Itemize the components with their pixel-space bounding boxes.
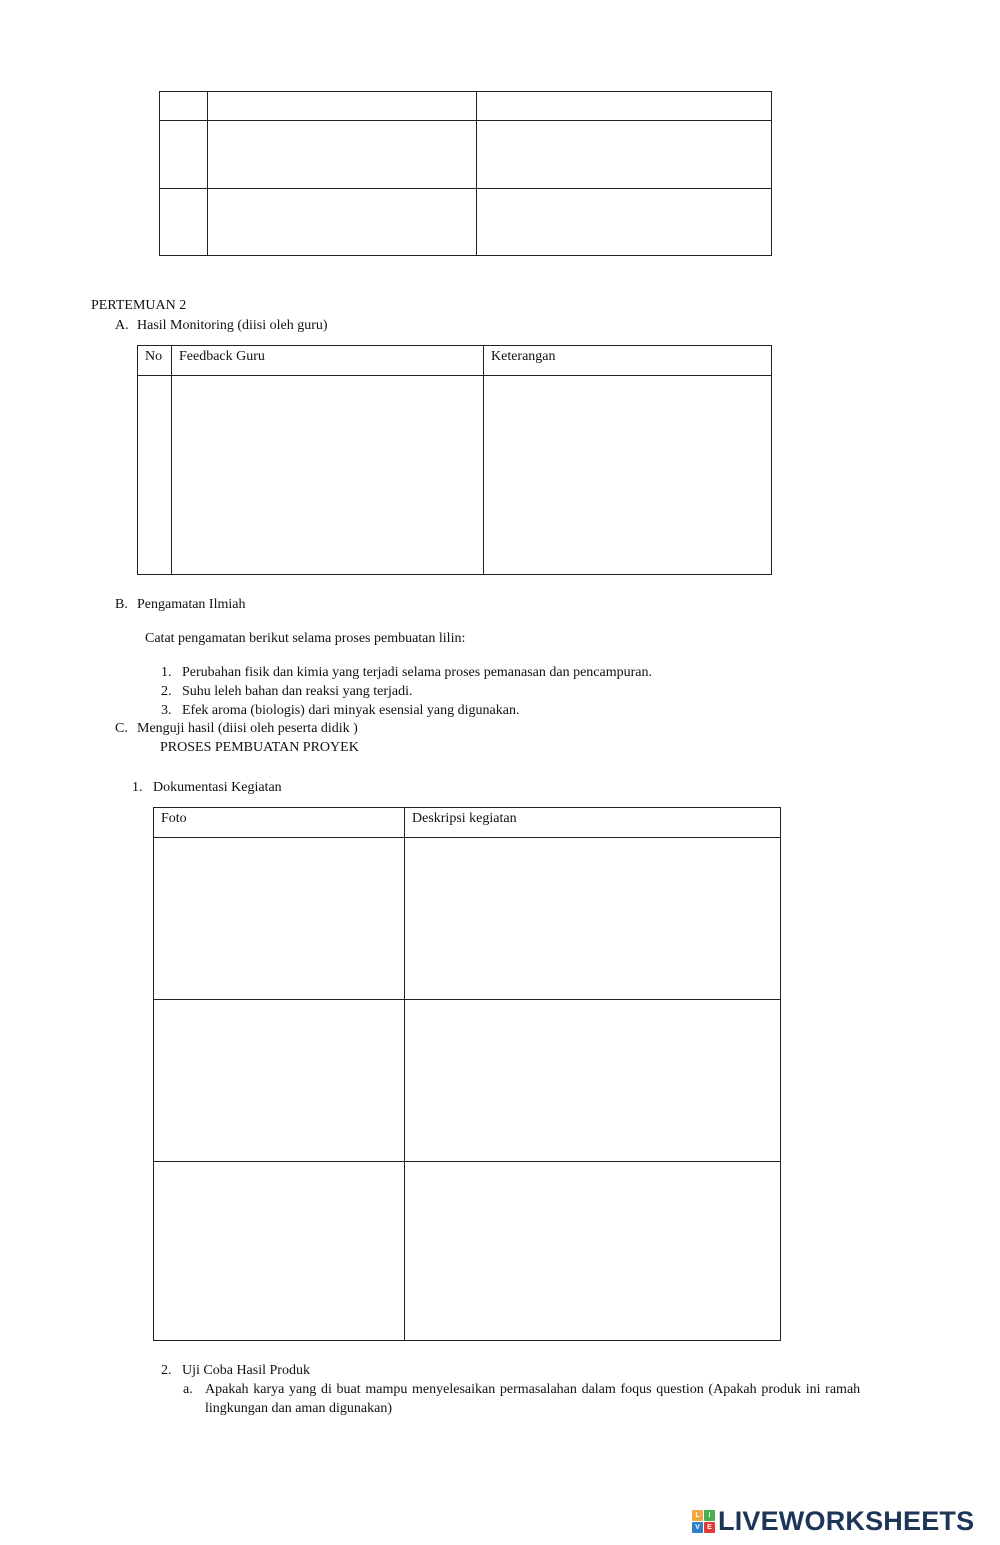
table-cell[interactable] <box>160 189 208 256</box>
table-cell[interactable] <box>484 376 772 575</box>
liveworksheets-logo <box>692 1505 974 1537</box>
logo-letter: E <box>704 1522 715 1533</box>
description-cell[interactable] <box>405 1000 781 1162</box>
monitoring-table <box>137 345 772 575</box>
table-cell[interactable] <box>477 189 772 256</box>
top-table <box>159 91 772 256</box>
table-header-cell <box>405 808 781 838</box>
section-c-marker: C. <box>115 721 128 736</box>
uji-sub-marker: a. <box>183 1382 193 1397</box>
header-foto: Foto <box>161 811 187 826</box>
section-b-title: Pengamatan Ilmiah <box>137 597 246 612</box>
uji-question-line2: lingkungan dan aman digunakan) <box>205 1401 393 1416</box>
logo-mark-icon <box>692 1510 715 1533</box>
list-item: Efek aroma (biologis) dari minyak esensial yang digunakan. <box>182 703 520 718</box>
table-cell[interactable] <box>477 121 772 189</box>
header-keterangan: Keterangan <box>491 349 556 364</box>
logo-letter: L <box>692 1510 703 1521</box>
section-a-title: Hasil Monitoring (diisi oleh guru) <box>137 318 328 333</box>
section-c-subtitle: PROSES PEMBUATAN PROYEK <box>160 740 359 755</box>
table-header-cell <box>484 346 772 376</box>
table-cell[interactable] <box>160 92 208 121</box>
doc-title: Dokumentasi Kegiatan <box>153 780 282 795</box>
uji-question-line1: Apakah karya yang di buat mampu menyelesaikan permasalahan dalam foqus question (Apakah produk ini ramah <box>205 1382 861 1397</box>
header-feedback-guru: Feedback Guru <box>179 349 265 364</box>
table-cell[interactable] <box>208 189 477 256</box>
description-cell[interactable] <box>405 1162 781 1341</box>
header-no: No <box>145 349 163 364</box>
table-cell[interactable] <box>208 121 477 189</box>
table-header-cell <box>172 346 484 376</box>
table-cell[interactable] <box>477 92 772 121</box>
section-title: PERTEMUAN 2 <box>91 298 187 313</box>
photo-cell[interactable] <box>154 1162 405 1341</box>
table-cell[interactable] <box>138 376 172 575</box>
table-cell[interactable] <box>208 92 477 121</box>
logo-wordmark: LIVEWORKSHEETS <box>718 1505 975 1536</box>
logo-letter: I <box>704 1510 715 1521</box>
section-b-marker: B. <box>115 597 128 612</box>
description-cell[interactable] <box>405 838 781 1000</box>
list-item-number: 2. <box>161 684 172 699</box>
logo-letter: V <box>692 1522 703 1533</box>
doc-number: 1. <box>132 780 143 795</box>
section-a-marker: A. <box>115 318 129 333</box>
section-b-intro: Catat pengamatan berikut selama proses pembuatan lilin: <box>145 631 466 646</box>
table-cell[interactable] <box>172 376 484 575</box>
table-header-cell <box>154 808 405 838</box>
list-item-number: 1. <box>161 665 172 680</box>
table-cell[interactable] <box>160 121 208 189</box>
table-header-cell <box>138 346 172 376</box>
header-deskripsi: Deskripsi kegiatan <box>412 811 517 826</box>
list-item-number: 3. <box>161 703 172 718</box>
section-c-title: Menguji hasil (diisi oleh peserta didik ) <box>137 721 358 736</box>
photo-cell[interactable] <box>154 1000 405 1162</box>
photo-cell[interactable] <box>154 838 405 1000</box>
documentation-table <box>153 807 781 1341</box>
uji-number: 2. <box>161 1363 172 1378</box>
list-item: Perubahan fisik dan kimia yang terjadi selama proses pemanasan dan pencampuran. <box>182 665 653 680</box>
list-item: Suhu leleh bahan dan reaksi yang terjadi. <box>182 684 413 699</box>
uji-title: Uji Coba Hasil Produk <box>182 1363 310 1378</box>
